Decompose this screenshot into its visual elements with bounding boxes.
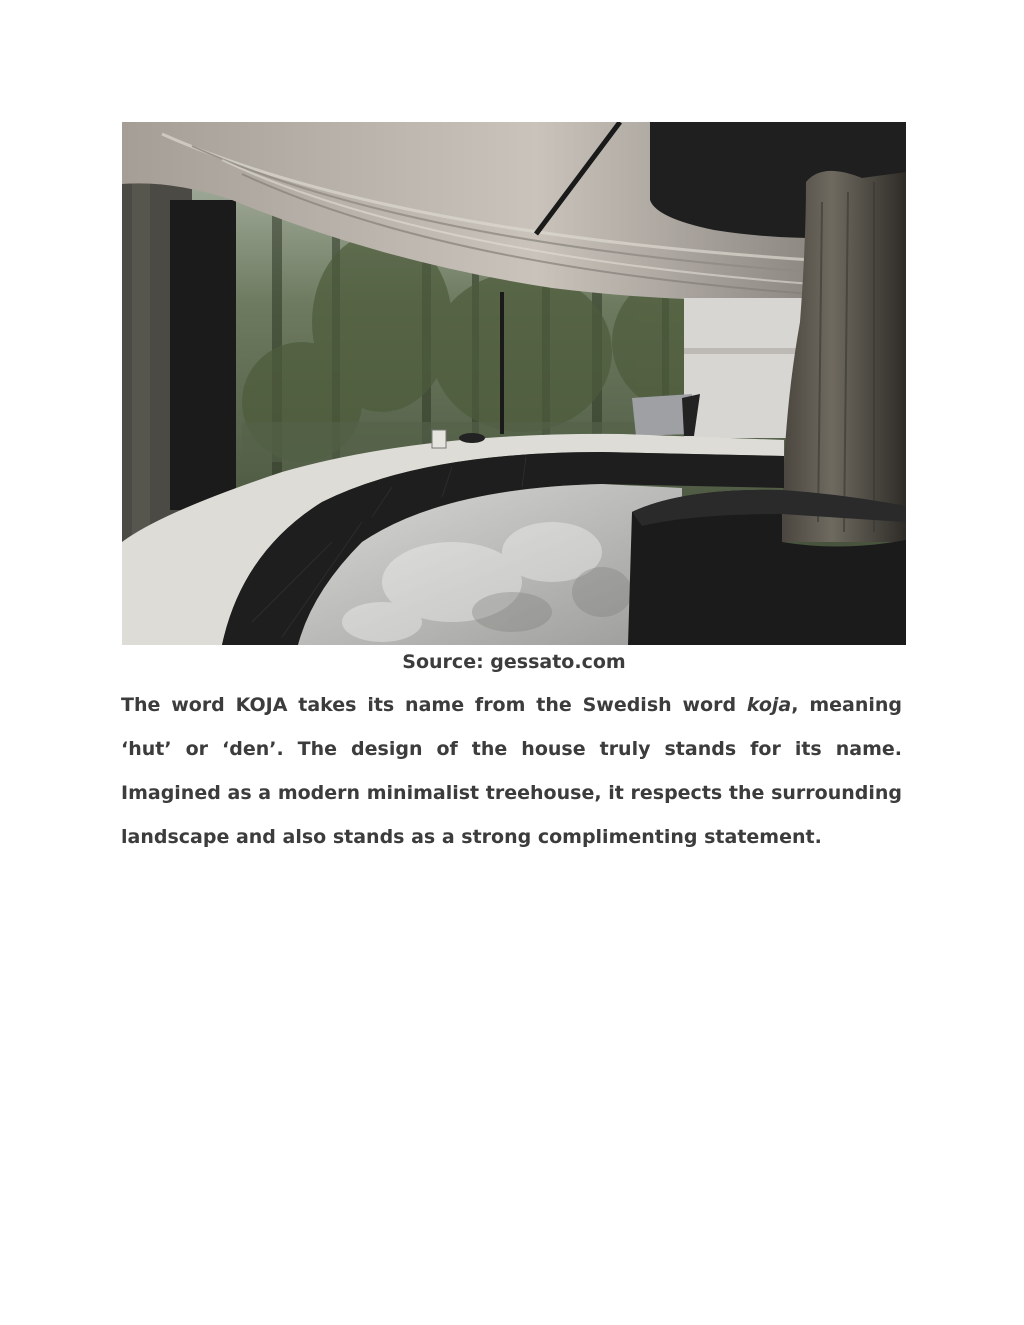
body-paragraph <box>121 683 902 859</box>
interior-photo <box>122 122 906 645</box>
paragraph-text-start: The word KOJA takes its name from the Swedish word <box>121 694 747 716</box>
image-caption: Source: gessato.com <box>402 651 626 673</box>
paragraph-text-end: , meaning ‘hut’ or ‘den’. The design of the house truly stands for its name. Imagined as a modern minimalist treehouse, it respects the surrounding landscape and also stands as a strong complimenting statement. <box>121 694 902 848</box>
paragraph-italic-word: koja <box>746 694 792 716</box>
